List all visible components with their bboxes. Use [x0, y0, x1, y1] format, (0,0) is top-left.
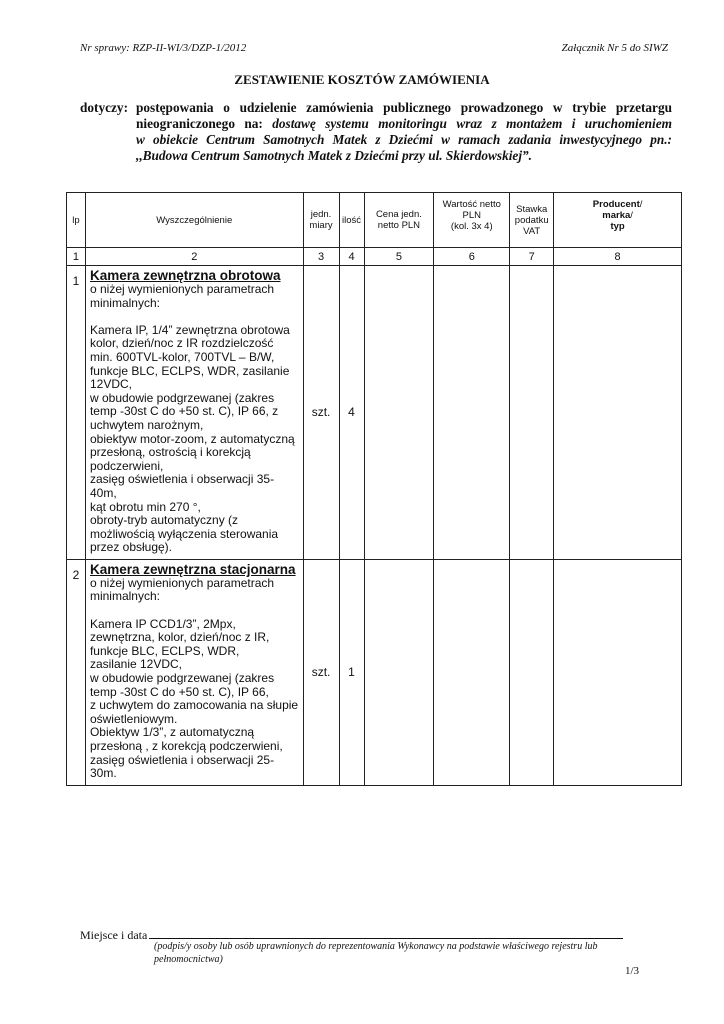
column-number: 2 [85, 248, 303, 266]
subject-label: dotyczy: [80, 100, 128, 115]
spec-line: zasilanie 12VDC, [89, 657, 183, 672]
signature-line [149, 926, 623, 939]
spec-line: z uchwytem do zamocowania na słupie [89, 698, 299, 713]
row-quantity: 4 [339, 266, 364, 560]
cost-table [66, 192, 682, 786]
item-intro: o niżej wymienionych parametrach [89, 575, 275, 590]
place-date-label: Miejsce i data [80, 928, 148, 942]
column-number-row [67, 248, 682, 266]
spec-line: Obiektyw 1/3”, z automatyczną [89, 725, 255, 740]
spec-line: przesłoną , z korekcją podczerwieni, [89, 739, 283, 753]
header-vat-rate: Stawka podatku VAT [510, 193, 554, 248]
spec-line: min. 600TVL-kolor, 700TVL – B/W, [89, 349, 275, 364]
column-number: 5 [364, 248, 434, 266]
spec-line: Kamera IP, 1/4” zewnętrzna obrotowa [89, 322, 290, 337]
spec-line: Kamera IP CCD1/3”, 2Mpx, [89, 616, 236, 631]
item-name: Kamera zewnętrzna obrotowa [89, 268, 281, 283]
spec-line: zewnętrzna, kolor, dzień/noc z IR, [89, 630, 270, 645]
subject-line-3: w obiekcie Centrum Samotnych Matek z Dziećmi w ramach zadania inwestycyjnego pn.: [136, 132, 672, 147]
spec-line: podczerwieni, [89, 458, 164, 473]
row-lp: 1 [67, 266, 86, 560]
spec-line: zasięg oświetlenia i obserwacji 25- [89, 752, 275, 767]
item-intro: o niżej wymienionych parametrach [89, 282, 275, 296]
row-net-value[interactable] [434, 266, 510, 560]
spec-line: 12VDC, [89, 377, 132, 392]
spec-line: przez obsługę). [89, 540, 173, 555]
row-unit-price[interactable] [364, 559, 434, 785]
signature-note: (podpis/y osoby lub osób uprawnionych do reprezentowania Wykonawcy na podstawie właściwego rejestru lub pełnomocnictwa) [154, 941, 598, 965]
header-quantity: ilość [339, 193, 364, 248]
spec-line: oświetleniowym. [89, 711, 178, 726]
row-net-value[interactable] [434, 559, 510, 785]
spec-line: kąt obrotu min 270 °, [89, 499, 201, 514]
spec-line: obroty-tryb automatyczny (z [89, 513, 239, 528]
table-row [67, 559, 682, 785]
row-vat-rate[interactable] [510, 266, 554, 560]
spec-line: możliwością wyłączenia sterowania [89, 526, 279, 541]
row-unit-price[interactable] [364, 266, 434, 560]
item-intro: minimalnych: [89, 295, 160, 310]
spec-line: przesłoną, ostrością i korekcją [89, 445, 251, 460]
row-quantity: 1 [339, 559, 364, 785]
spec-line: w obudowie podgrzewanej (zakres [89, 671, 275, 686]
subject-line-2-italic: dostawę systemu monitoringu wraz z montażem i uruchomieniem [262, 116, 672, 131]
spec-line: uchwytem narożnym, [89, 417, 204, 432]
column-number: 8 [554, 248, 682, 266]
header-unit-price: Cena jedn. netto PLN [364, 193, 434, 248]
row-unit: szt. [303, 266, 339, 560]
subject-line-2-bold: nieograniczonego na: [136, 116, 263, 131]
subject-block [80, 100, 672, 164]
column-number: 4 [339, 248, 364, 266]
header-producent: Producent/ marka/ typ [554, 193, 682, 248]
row-description [85, 266, 303, 560]
attachment-label: Załącznik Nr 5 do SIWZ [561, 42, 668, 54]
row-producent[interactable] [554, 559, 682, 785]
spec-line: 30m. [89, 766, 117, 781]
page-number: 1/3 [624, 965, 639, 977]
header-net-value: Wartość netto PLN (kol. 3x 4) [434, 193, 510, 248]
item-intro: minimalnych: [89, 589, 160, 604]
row-unit: szt. [303, 559, 339, 785]
column-number: 6 [434, 248, 510, 266]
subject-line-4: ,,Budowa Centrum Samotnych Matek z Dziećmi przy ul. Skierdowskiej”. [136, 148, 532, 163]
spec-line: funkcje BLC, ECLPS, WDR, [89, 643, 240, 658]
document-title: ZESTAWIENIE KOSZTÓW ZAMÓWIENIA [234, 72, 490, 87]
column-number: 3 [303, 248, 339, 266]
spec-line: 40m, [89, 485, 117, 500]
header-description: Wyszczególnienie [85, 193, 303, 248]
row-description [85, 559, 303, 785]
column-number: 1 [67, 248, 86, 266]
table-header-row [67, 193, 682, 248]
subject-line-2 [136, 116, 672, 132]
header-lp: lp [67, 193, 86, 248]
spec-line: w obudowie podgrzewanej (zakres [89, 390, 275, 405]
spec-line: temp -30st C do +50 st. C), IP 66, z [89, 404, 279, 419]
subject-line-1: postępowania o udzielenie zamówienia publicznego prowadzonego w trybie przetargu [136, 100, 672, 115]
case-number: Nr sprawy: RZP-II-WI/3/DZP-1/2012 [80, 42, 247, 54]
item-name: Kamera zewnętrzna stacjonarna [89, 561, 296, 577]
row-lp: 2 [67, 559, 86, 785]
header-unit: jedn. miary [303, 193, 339, 248]
table-row [67, 266, 682, 560]
row-vat-rate[interactable] [510, 559, 554, 785]
spec-line: temp -30st C do +50 st. C), IP 66, [89, 684, 269, 699]
spec-line: obiektyw motor-zoom, z automatyczną [89, 431, 295, 446]
spec-line: funkcje BLC, ECLPS, WDR, zasilanie [89, 363, 290, 378]
column-number: 7 [510, 248, 554, 266]
spec-line: kolor, dzień/noc z IR rozdzielczość [89, 336, 274, 351]
row-producent[interactable] [554, 266, 682, 560]
spec-line: zasięg oświetlenia i obserwacji 35- [89, 472, 275, 487]
